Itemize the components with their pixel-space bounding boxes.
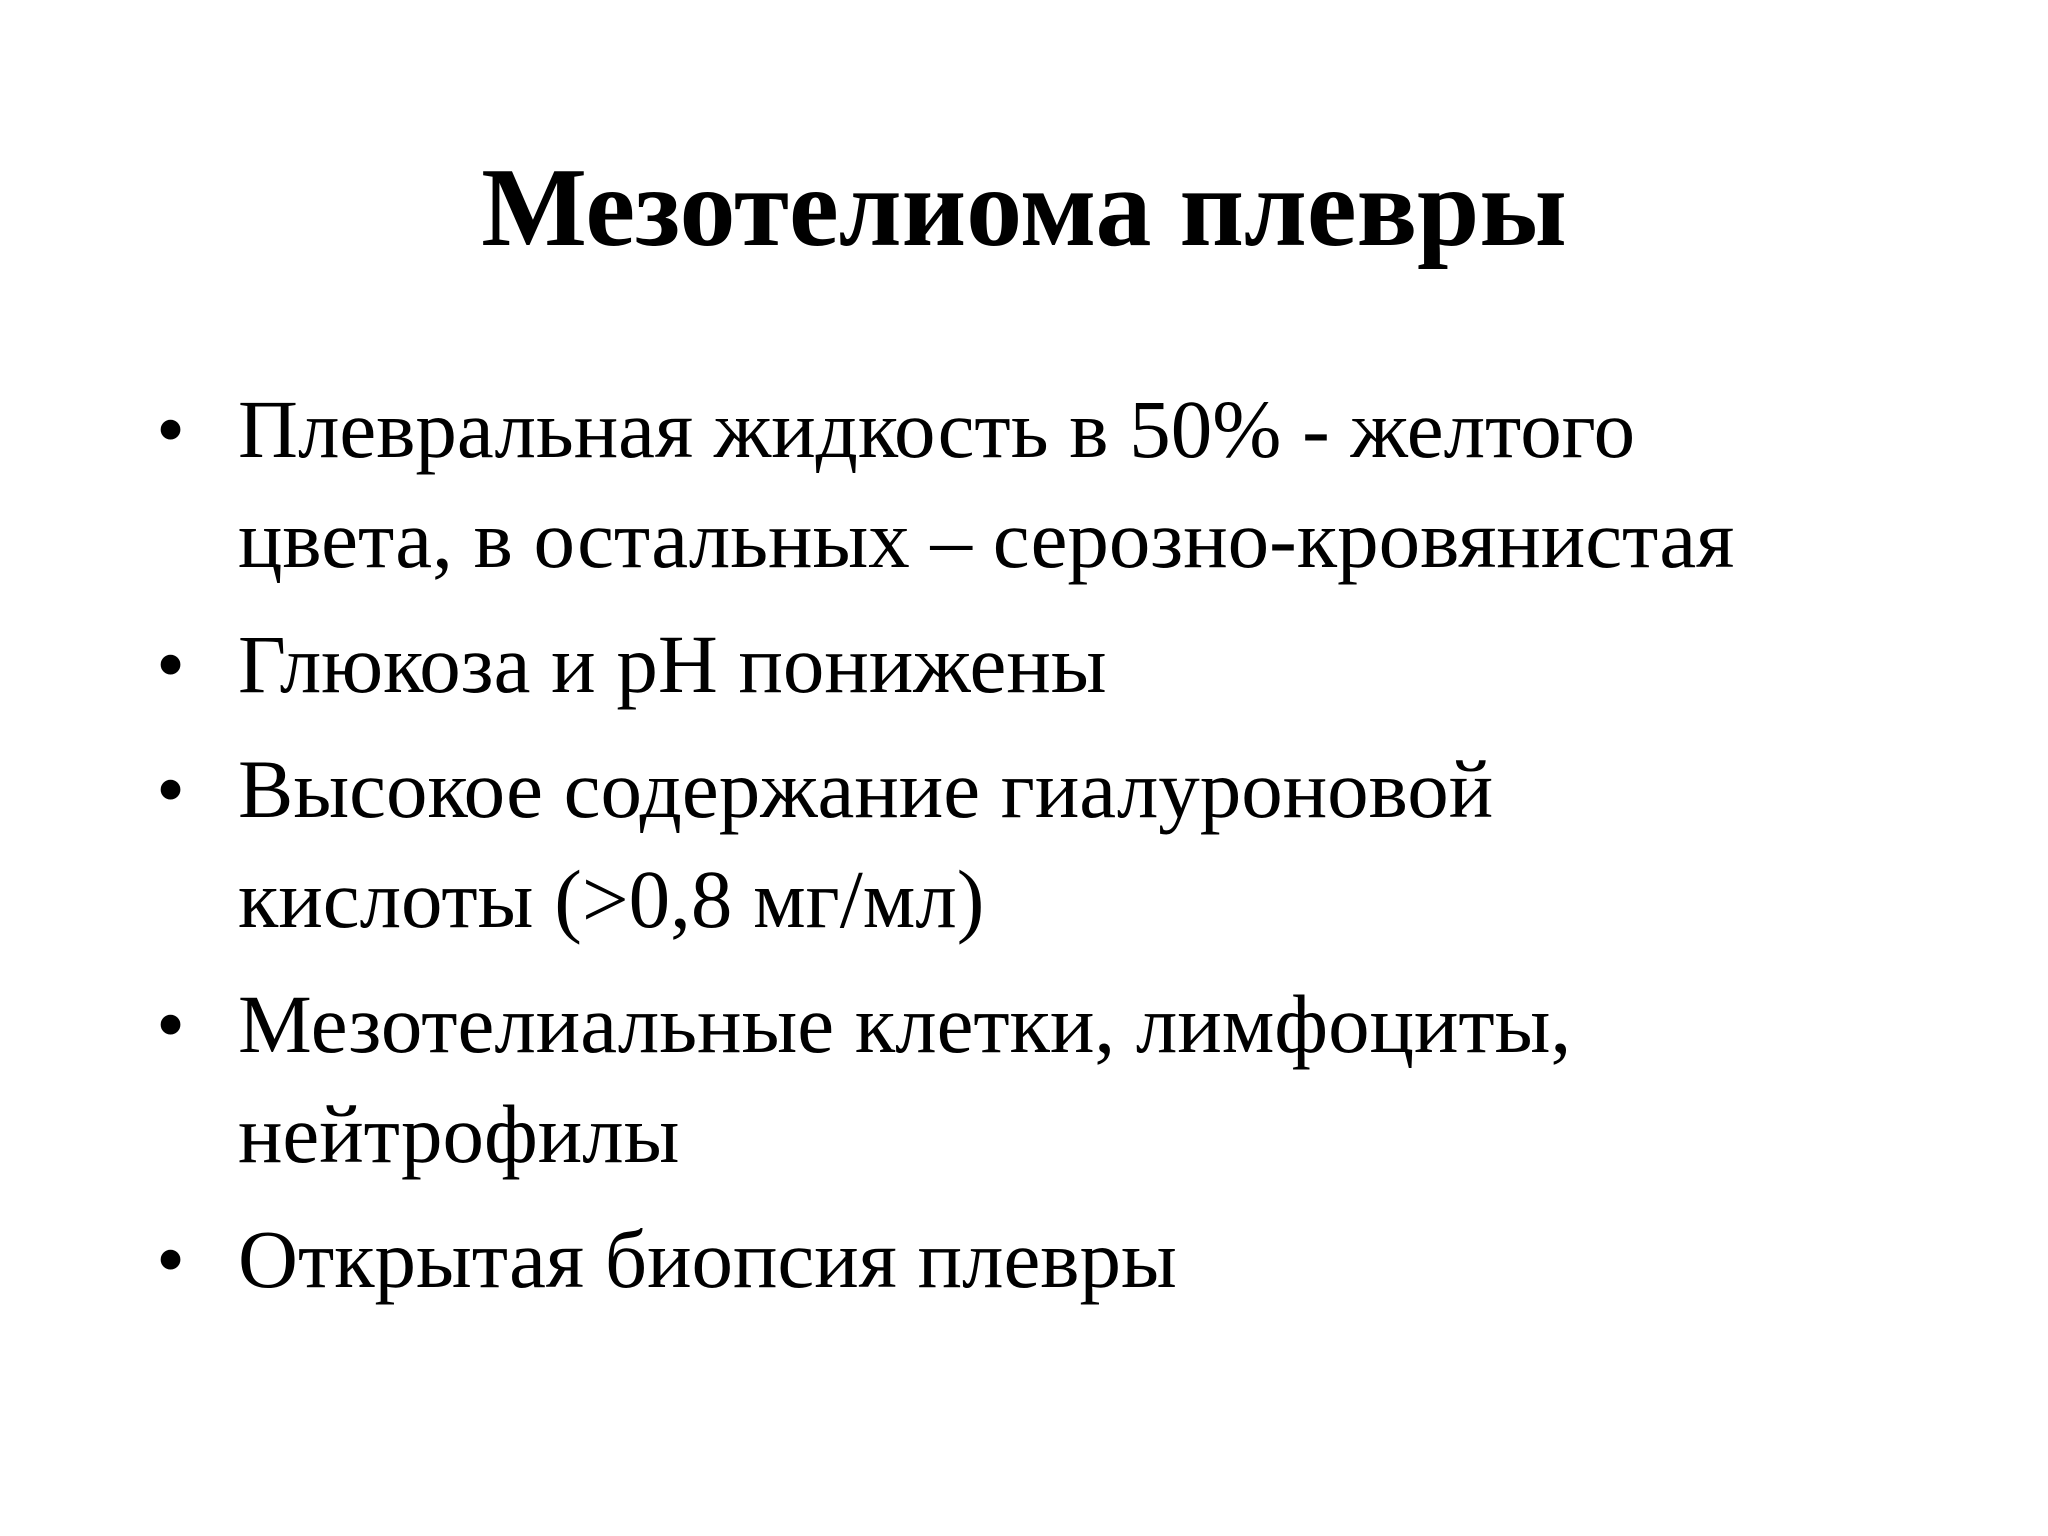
bullet-text [238,1204,1177,1314]
bullet-line: Плевральная жидкость в 50% - желтого [238,383,1636,475]
bullet-line: Глюкоза и pH понижены [238,618,1107,710]
bullet-line: Высокое содержание гиалуроновой [238,743,1494,835]
bullet-icon: • [156,618,186,710]
bullet-line: нейтрофилы [238,1088,680,1180]
bullet-icon: • [156,978,186,1070]
bullet-icon: • [156,1213,186,1305]
bullet-item [156,374,2036,594]
bullet-line: кислоты (>0,8 мг/мл) [238,853,985,945]
bullet-item [156,609,2036,719]
bullet-line: цвета, в остальных – серозно-кровянистая [238,493,1735,585]
bullet-text [238,969,1571,1189]
bullet-text [238,374,1734,594]
slide-title: Мезотелиома плевры [481,146,1567,270]
bullet-list [156,374,2036,1329]
bullet-line: Открытая биопсия плевры [238,1213,1177,1305]
bullet-text [238,609,1107,719]
bullet-item [156,734,2036,954]
bullet-line: Мезотелиальные клетки, лимфоциты, [238,978,1572,1070]
bullet-item [156,969,2036,1189]
bullet-icon: • [156,383,186,475]
bullet-item [156,1204,2036,1314]
bullet-icon: • [156,743,186,835]
bullet-text [238,734,1493,954]
